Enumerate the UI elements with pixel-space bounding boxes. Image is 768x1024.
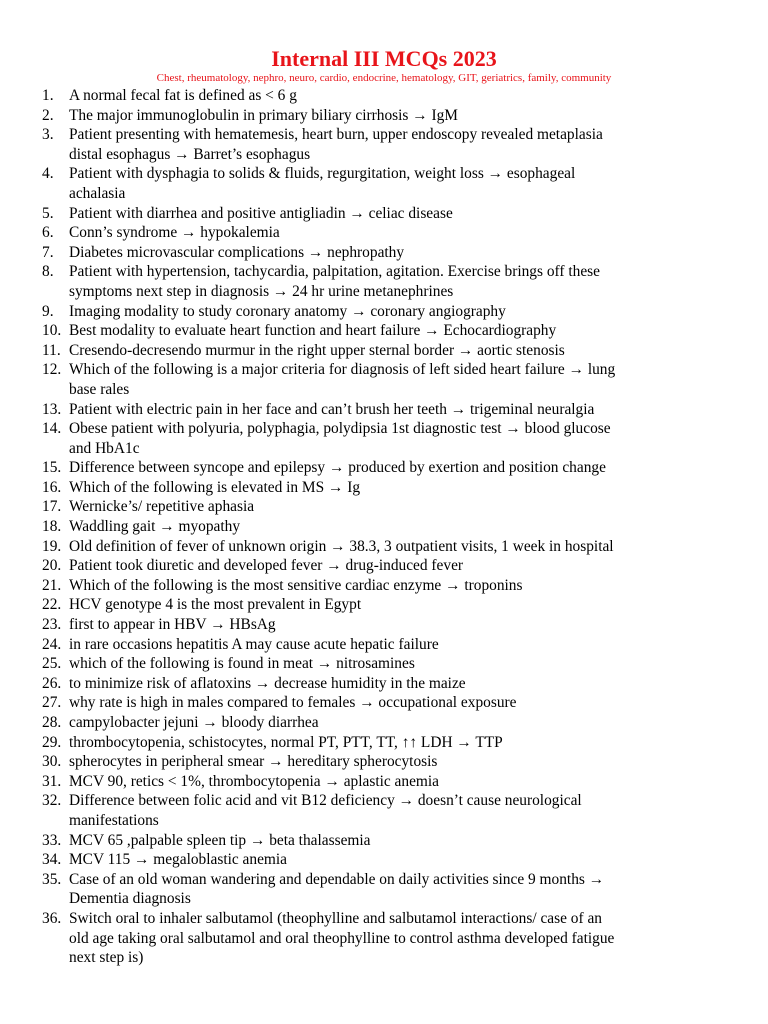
mcq-number: 19. xyxy=(42,537,62,555)
mcq-item xyxy=(42,341,742,361)
mcq-item xyxy=(42,223,742,243)
mcq-item xyxy=(42,360,742,399)
mcq-text: Conn’s syndrome → hypokalemia xyxy=(69,224,280,242)
mcq-text: Switch oral to inhaler salbutamol (theophylline and salbutamol interactions/ case of an old age taking oral salbutamol and oral theophylline to control asthma developed fatigue next step is) xyxy=(69,909,615,967)
mcq-text: Patient with dysphagia to solids & fluids, regurgitation, weight loss → esophageal achalasia xyxy=(69,165,576,202)
mcq-text: Cresendo-decresendo murmur in the right upper sternal border → aortic stenosis xyxy=(69,341,565,359)
mcq-number: 12. xyxy=(42,361,62,379)
mcq-item xyxy=(42,909,742,968)
mcq-item xyxy=(42,302,742,322)
mcq-number: 18. xyxy=(42,518,62,536)
mcq-number: 8. xyxy=(42,263,54,281)
mcq-item xyxy=(42,870,742,909)
mcq-number: 31. xyxy=(42,772,62,790)
mcq-item xyxy=(42,321,742,341)
mcq-text: which of the following is found in meat → nitrosamines xyxy=(69,655,415,673)
mcq-text: Patient with electric pain in her face and can’t brush her teeth → trigeminal neuralgia xyxy=(69,400,595,418)
mcq-text: spherocytes in peripheral smear → hereditary spherocytosis xyxy=(69,753,438,771)
mcq-number: 4. xyxy=(42,165,54,183)
mcq-text: HCV genotype 4 is the most prevalent in Egypt xyxy=(69,596,362,614)
mcq-item xyxy=(42,772,742,792)
mcq-list xyxy=(42,86,742,968)
mcq-item xyxy=(42,204,742,224)
mcq-number: 13. xyxy=(42,400,62,418)
mcq-number: 3. xyxy=(42,126,54,144)
mcq-number: 26. xyxy=(42,674,62,692)
mcq-item xyxy=(42,517,742,537)
mcq-text: in rare occasions hepatitis A may cause acute hepatic failure xyxy=(69,635,439,653)
mcq-text: Wernicke’s/ repetitive aphasia xyxy=(69,498,255,516)
mcq-item xyxy=(42,733,742,753)
page-title: Internal III MCQs 2023 xyxy=(271,46,497,71)
mcq-number: 6. xyxy=(42,224,54,242)
mcq-text: Which of the following is a major criteria for diagnosis of left sided heart failure → lung base rales xyxy=(69,361,616,398)
page-subtitle: Chest, rheumatology, nephro, neuro, cardio, endocrine, hematology, GIT, geriatrics, family, community xyxy=(156,72,612,84)
mcq-number: 27. xyxy=(42,694,62,712)
mcq-number: 33. xyxy=(42,831,62,849)
mcq-text: campylobacter jejuni → bloody diarrhea xyxy=(69,714,319,731)
mcq-number: 36. xyxy=(42,909,62,927)
mcq-text: Difference between syncope and epilepsy → produced by exertion and position change xyxy=(69,459,606,477)
mcq-number: 21. xyxy=(42,576,62,594)
mcq-number: 20. xyxy=(42,557,62,575)
mcq-item xyxy=(42,106,742,126)
mcq-text: Patient presenting with hematemesis, heart burn, upper endoscopy revealed metaplasia distal esophagus → Barret’s esophagus xyxy=(69,126,603,163)
mcq-number: 2. xyxy=(42,106,54,124)
mcq-number: 32. xyxy=(42,792,62,810)
mcq-number: 5. xyxy=(42,204,54,222)
mcq-item xyxy=(42,752,742,772)
mcq-text: A normal fecal fat is defined as < 6 g xyxy=(69,87,297,104)
mcq-number: 10. xyxy=(42,322,62,340)
mcq-text: Best modality to evaluate heart function and heart failure → Echocardiography xyxy=(69,322,557,340)
mcq-text: MCV 90, retics < 1%, thrombocytopenia → aplastic anemia xyxy=(69,772,439,790)
mcq-item xyxy=(42,125,742,164)
mcq-item xyxy=(42,576,742,596)
mcq-text: to minimize risk of aflatoxins → decrease humidity in the maize xyxy=(69,674,466,692)
mcq-item xyxy=(42,850,742,870)
mcq-text: Waddling gait → myopathy xyxy=(69,518,241,536)
mcq-item xyxy=(42,537,742,557)
mcq-text: Difference between folic acid and vit B12 deficiency → doesn’t cause neurological manifestations xyxy=(69,792,582,829)
mcq-number: 30. xyxy=(42,753,62,771)
mcq-item xyxy=(42,635,742,655)
mcq-item xyxy=(42,243,742,263)
mcq-text: Patient took diuretic and developed fever → drug-induced fever xyxy=(69,557,464,575)
mcq-item xyxy=(42,556,742,576)
mcq-text: Which of the following is elevated in MS → Ig xyxy=(69,478,361,496)
mcq-item xyxy=(42,478,742,498)
mcq-item xyxy=(42,497,742,517)
mcq-number: 23. xyxy=(42,616,62,634)
mcq-number: 34. xyxy=(42,851,62,869)
mcq-number: 15. xyxy=(42,459,62,477)
mcq-number: 16. xyxy=(42,478,62,496)
mcq-number: 11. xyxy=(42,341,61,359)
mcq-text: Obese patient with polyuria, polyphagia, polydipsia 1st diagnostic test → blood glucose and HbA1c xyxy=(69,420,611,457)
mcq-item xyxy=(42,713,742,733)
mcq-item xyxy=(42,791,742,830)
mcq-text: The major immunoglobulin in primary biliary cirrhosis → IgM xyxy=(69,106,458,124)
mcq-item xyxy=(42,831,742,851)
mcq-number: 14. xyxy=(42,420,62,438)
mcq-item xyxy=(42,693,742,713)
mcq-text: Patient with diarrhea and positive antigliadin → celiac disease xyxy=(69,204,453,222)
mcq-number: 35. xyxy=(42,870,62,888)
mcq-item xyxy=(42,419,742,458)
mcq-text: MCV 115 → megaloblastic anemia xyxy=(69,851,287,869)
mcq-number: 1. xyxy=(42,87,54,104)
mcq-text: thrombocytopenia, schistocytes, normal PT, PTT, TT, ↑↑ LDH → TTP xyxy=(69,733,503,751)
mcq-number: 25. xyxy=(42,655,62,673)
mcq-text: Old definition of fever of unknown origin → 38.3, 3 outpatient visits, 1 week in hospital xyxy=(69,537,614,555)
mcq-text: why rate is high in males compared to females → occupational exposure xyxy=(69,694,517,712)
mcq-item xyxy=(42,86,742,106)
mcq-number: 7. xyxy=(42,243,54,261)
mcq-item xyxy=(42,654,742,674)
mcq-item xyxy=(42,164,742,203)
mcq-item xyxy=(42,595,742,615)
mcq-number: 24. xyxy=(42,635,62,653)
mcq-number: 9. xyxy=(42,302,54,320)
mcq-item xyxy=(42,674,742,694)
mcq-text: Case of an old woman wandering and dependable on daily activities since 9 months → Dementia diagnosis xyxy=(69,870,605,908)
mcq-text: first to appear in HBV → HBsAg xyxy=(69,616,276,634)
mcq-item xyxy=(42,262,742,301)
mcq-number: 28. xyxy=(42,714,62,731)
mcq-text: Which of the following is the most sensitive cardiac enzyme → troponins xyxy=(69,576,523,594)
mcq-number: 29. xyxy=(42,733,62,751)
mcq-number: 17. xyxy=(42,498,62,516)
mcq-item xyxy=(42,400,742,420)
mcq-number: 22. xyxy=(42,596,62,614)
mcq-text: Patient with hypertension, tachycardia, palpitation, agitation. Exercise brings off these symptoms next step in diagnosis → 24 hr urine metanephrines xyxy=(69,263,600,300)
mcq-item xyxy=(42,615,742,635)
mcq-text: Diabetes microvascular complications → nephropathy xyxy=(69,243,405,261)
mcq-item xyxy=(42,458,742,478)
mcq-text: MCV 65 ,palpable spleen tip → beta thalassemia xyxy=(69,831,371,849)
mcq-text: Imaging modality to study coronary anatomy → coronary angiography xyxy=(69,302,506,320)
